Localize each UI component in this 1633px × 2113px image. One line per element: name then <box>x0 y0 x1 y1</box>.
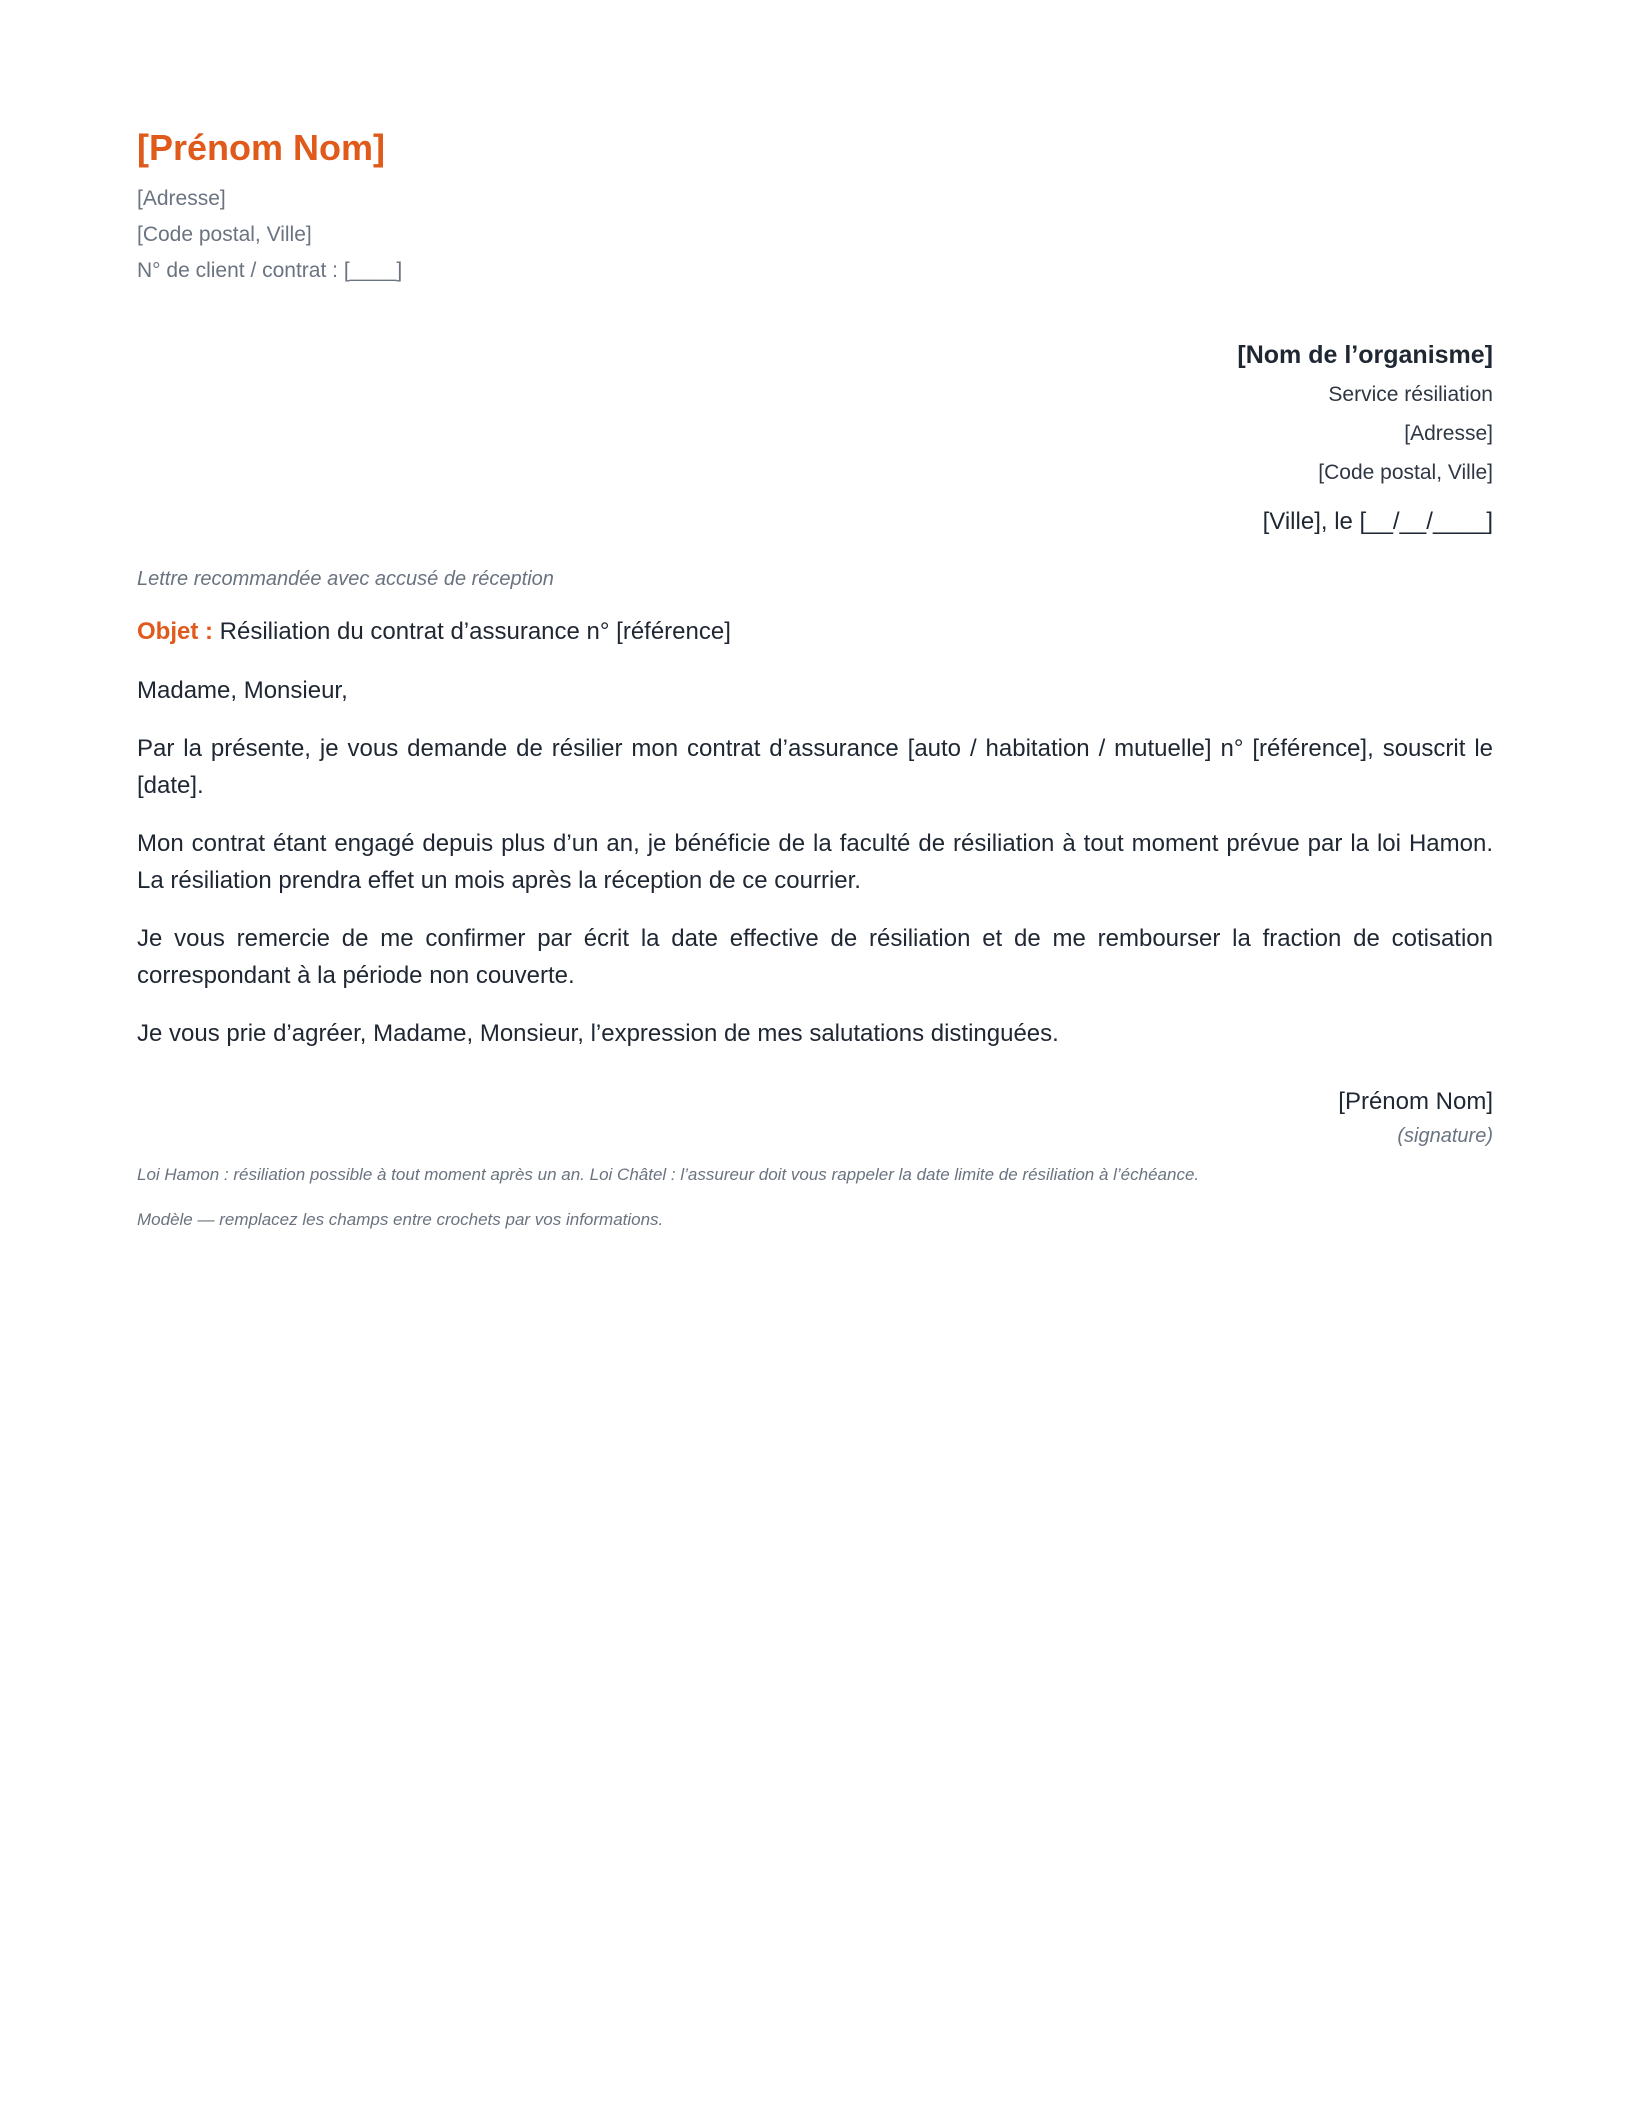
letter-page <box>137 125 1493 1233</box>
salutation: Madame, Monsieur, <box>137 677 348 704</box>
recipient-name: [Nom de l’organisme] <box>1237 341 1493 369</box>
recipient-address: [Adresse] <box>1404 422 1493 445</box>
sender-block <box>137 125 1493 289</box>
subject-label: Objet : <box>137 618 213 645</box>
date-line: [Ville], le [__/__/____] <box>1262 508 1493 535</box>
registered-mail-mention: Lettre recommandée avec accusé de réception <box>137 568 554 590</box>
signature-note: (signature) <box>1397 1125 1493 1147</box>
footnote-template: Modèle — remplacez les champs entre crochets par vos informations. <box>137 1210 664 1229</box>
paragraph-request: Par la présente, je vous demande de résilier mon contrat d’assurance [auto / habitation / mutuelle] n° [référence], souscrit le [date]. <box>137 735 1493 799</box>
sender-client-number: N° de client / contrat : [____] <box>137 259 403 282</box>
recipient-block <box>137 335 1493 492</box>
footnote-laws: Loi Hamon : résiliation possible à tout moment après un an. Loi Châtel : l’assureur doit vous rappeler la date limite de résiliation à l’échéance. <box>137 1165 1200 1184</box>
sender-address: [Adresse] <box>137 187 226 210</box>
recipient-city: [Code postal, Ville] <box>1318 461 1493 484</box>
paragraph-confirmation: Je vous remercie de me confirmer par écrit la date effective de résiliation et de me rembourser la fraction de cotisation correspondant à la période non couverte. <box>137 925 1493 989</box>
signature-block <box>137 1084 1493 1152</box>
paragraph-closing: Je vous prie d’agréer, Madame, Monsieur, l’expression de mes salutations distinguées. <box>137 1020 1059 1047</box>
recipient-service: Service résiliation <box>1328 383 1493 406</box>
sender-city: [Code postal, Ville] <box>137 223 312 246</box>
paragraph-hamon-law: Mon contrat étant engagé depuis plus d’un an, je bénéficie de la faculté de résiliation à tout moment prévue par la loi Hamon. La résiliation prendra effet un mois après la réception de ce courrier. <box>137 830 1493 894</box>
signature-name: [Prénom Nom] <box>1338 1088 1493 1115</box>
subject-line <box>137 614 1493 650</box>
sender-name: [Prénom Nom] <box>137 127 386 168</box>
subject-text: Résiliation du contrat d’assurance n° [référence] <box>219 618 731 645</box>
